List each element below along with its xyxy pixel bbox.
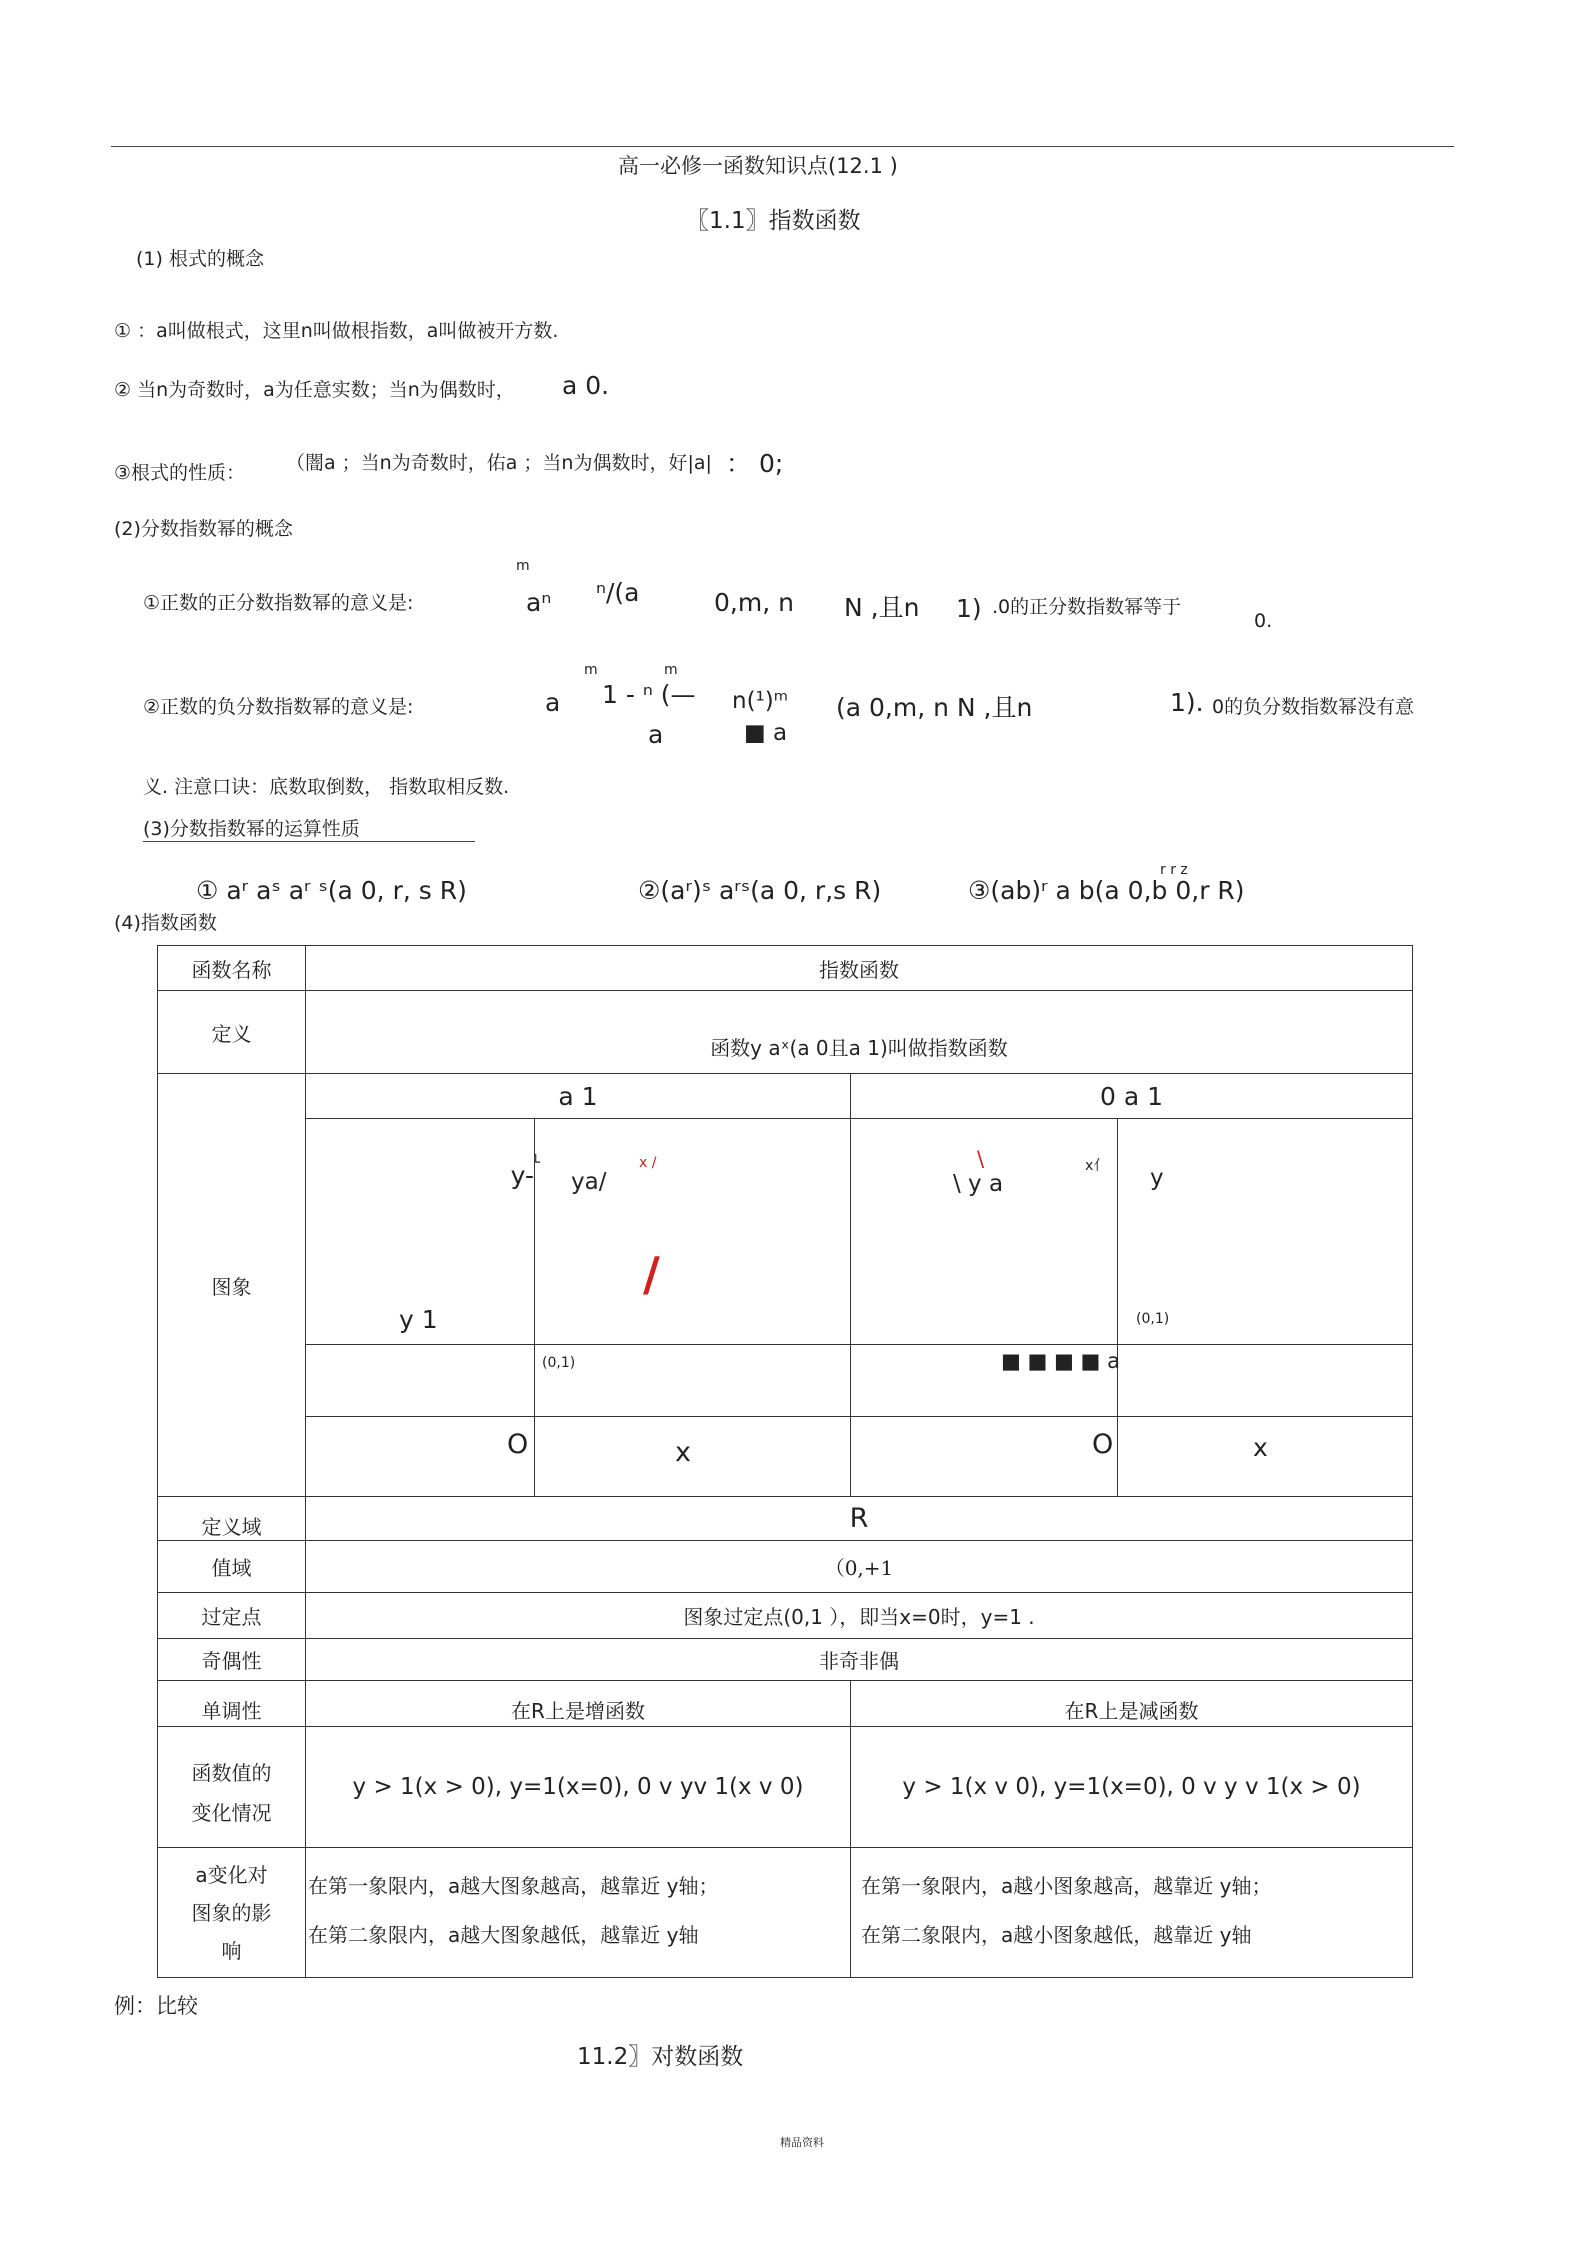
rule3-sup: r r z	[1160, 862, 1188, 878]
graph1-left-upper	[306, 1119, 540, 1345]
table-row	[158, 1119, 1413, 1345]
pos-label: ①正数的正分数指数幂的意义是:	[143, 592, 414, 614]
table-row	[158, 1345, 1413, 1417]
effect-gt1-line-2: 在第二象限内，a越大图象越低，越靠近 y轴	[308, 1923, 699, 1947]
neg-tail-2: 义. 注意口诀：底数取倒数， 指数取相反数.	[143, 776, 510, 798]
graph1-y-label: y-	[510, 1161, 534, 1190]
neg-den2: ■ a	[744, 720, 788, 746]
neg-formula: 1 - ⁿ (—	[602, 680, 696, 709]
section-heading-1-1: 〖1.1〗指数函数	[686, 208, 861, 234]
pos-formula: ⁿ/(a	[596, 578, 640, 607]
neg-a: a	[545, 688, 561, 717]
effect-gt1-line-1: 在第一象限内，a越大图象越高，越靠近 y轴；	[308, 1874, 719, 1898]
pos-cond3: 1)	[956, 594, 982, 623]
table-row	[158, 946, 1413, 991]
neg-m2: m	[664, 662, 678, 678]
heading-exponential-function: (4)指数函数	[114, 912, 217, 934]
table-row	[158, 1593, 1413, 1639]
cell-mono-lt1: 在R上是减函数	[851, 1681, 1413, 1727]
graph2-right-bottom	[1118, 1417, 1413, 1497]
radical-line-2-tail: a 0.	[562, 371, 610, 400]
exponent-rule-3: ③(ab)ʳ a b(a 0,b 0,r R)	[968, 876, 1245, 905]
cell-change-label	[158, 1727, 306, 1848]
graph2-left-middle	[851, 1345, 1118, 1417]
radical-line-2: ② 当n为奇数时，a为任意实数；当n为偶数时，	[114, 379, 515, 401]
table-row	[158, 991, 1413, 1074]
cell-domain-value: R	[306, 1497, 1413, 1541]
cell-effect-label	[158, 1848, 306, 1978]
heading-underline	[143, 841, 475, 842]
table-row	[158, 1848, 1413, 1978]
cell-effect-lt1	[851, 1848, 1413, 1978]
graph1-point-label: (0,1)	[542, 1355, 576, 1371]
graph2-curve-mark: \	[977, 1147, 985, 1171]
graph1-curve-label: ya/	[571, 1169, 607, 1195]
heading-radical-concept: (1) 根式的概念	[136, 248, 264, 270]
graph1-y1-label: y 1	[399, 1305, 438, 1334]
graph1-origin: O	[507, 1429, 529, 1460]
table-row	[158, 1497, 1413, 1541]
neg-m1: m	[584, 662, 598, 678]
graph2-left-upper	[851, 1119, 1118, 1345]
cell-col-a-lt1: 0 a 1	[851, 1074, 1413, 1119]
cell-name-value: 指数函数	[306, 946, 1413, 991]
cell-def-label: 定义	[158, 991, 306, 1074]
effect-label-line-1: a变化对	[195, 1862, 268, 1887]
graph2-right-upper	[1118, 1119, 1413, 1345]
change-label-line-1: 函数值的	[191, 1760, 272, 1785]
top-rule	[111, 146, 1454, 147]
effect-lt1-line-1: 在第一象限内，a越小图象越高，越靠近 y轴；	[861, 1874, 1272, 1898]
table-row	[158, 1727, 1413, 1848]
pos-cond2: N ,且n	[844, 593, 920, 622]
cell-mono-label: 单调性	[158, 1681, 306, 1727]
neg-tail: 0的负分数指数幂没有意	[1212, 696, 1415, 718]
graph2-curve-label: \ y a	[953, 1171, 1004, 1197]
graph1-divider-2	[534, 1417, 535, 1497]
table-row	[158, 1639, 1413, 1681]
cell-change-lt1: y > 1(x v 0), y=1(x=0), 0 v y v 1(x > 0)	[851, 1727, 1413, 1848]
cell-range-label: 值域	[158, 1541, 306, 1593]
cell-effect-gt1	[306, 1848, 851, 1978]
radical-property-label: ③根式的性质：	[114, 462, 246, 484]
cell-parity-label: 奇偶性	[158, 1639, 306, 1681]
neg-label: ②正数的负分数指数幂的意义是:	[143, 696, 414, 718]
section-heading-1-2: 11.2〗对数函数	[577, 2044, 744, 2070]
neg-cond: (a 0,m, n N ,且n	[836, 693, 1033, 722]
cell-def-value: 函数y aˣ(a 0且a 1)叫做指数函数	[306, 991, 1413, 1074]
radical-property-tail: ： 0;	[726, 449, 784, 478]
graph1-bottom	[306, 1417, 851, 1497]
pos-m: m	[516, 558, 530, 574]
graph1-divider	[534, 1345, 535, 1417]
neg-paren: n(¹)ᵐ	[732, 688, 789, 714]
cell-point-value: 图象过定点(0,1 ），即当x=0时，y=1 .	[306, 1593, 1413, 1639]
graph2-point-label: (0,1)	[1136, 1311, 1170, 1327]
cell-mono-gt1: 在R上是增函数	[306, 1681, 851, 1727]
cell-parity-value: 非奇非偶	[306, 1639, 1413, 1681]
effect-lt1-line-2: 在第二象限内，a越小图象越低，越靠近 y轴	[861, 1923, 1252, 1947]
heading-fraction-exponent: (2)分数指数幂的概念	[114, 518, 293, 540]
example-label: 例：比较	[114, 1994, 198, 2018]
graph2-right-middle	[1118, 1345, 1413, 1417]
pos-cond1: 0,m, n	[714, 588, 794, 617]
graph2-dots: ■ ■ ■ ■ a	[1001, 1349, 1120, 1373]
effect-label-line-2: 图象的影	[191, 1900, 272, 1925]
effect-label-line-3: 响	[221, 1938, 242, 1963]
exponent-rule-1: ① aʳ aˢ aʳ ˢ(a 0, r, s R)	[196, 876, 467, 905]
graph2-x-label: x亻	[1085, 1158, 1108, 1174]
change-label-line-2: 变化情况	[191, 1800, 272, 1825]
table-row	[158, 1074, 1413, 1119]
graph1-middle	[306, 1345, 851, 1417]
graph1-right-upper	[535, 1119, 851, 1345]
cell-domain-label: 定义域	[158, 1497, 306, 1541]
cell-change-gt1: y > 1(x > 0), y=1(x=0), 0 v yv 1(x v 0)	[306, 1727, 851, 1848]
radical-property-body: （闇a ；当n为奇数时，佑a ；当n为偶数时，好|a|	[286, 452, 712, 474]
cell-graph-label: 图象	[158, 1074, 306, 1497]
table-row	[158, 1681, 1413, 1727]
pos-zero: 0.	[1254, 610, 1273, 632]
table-row	[158, 1417, 1413, 1497]
neg-den1: a	[648, 720, 664, 749]
graph1-x-axis-label: x	[675, 1437, 691, 1468]
exponent-rule-2: ②(aʳ)ˢ aʳˢ(a 0, r,s R)	[638, 876, 882, 905]
neg-cond3: 1).	[1170, 688, 1204, 717]
graph2-y-label: y	[1150, 1165, 1164, 1191]
cell-range-value: （0,+1	[306, 1541, 1413, 1593]
heading-exponent-rules: (3)分数指数幂的运算性质	[143, 818, 360, 840]
page-footer-mark: 精品资料	[780, 2136, 824, 2149]
radical-line-1: ① ：a叫做根式，这里n叫做根指数，a叫做被开方数.	[114, 320, 559, 342]
pos-tail: .0的正分数指数幂等于	[992, 596, 1182, 618]
graph2-left-bottom	[851, 1417, 1118, 1497]
graph2-origin: O	[1092, 1429, 1114, 1460]
exponential-function-table	[157, 945, 1413, 1978]
cell-name-label: 函数名称	[158, 946, 306, 991]
graph1-x-label: x /	[639, 1155, 657, 1171]
graph2-x-axis-label: x	[1253, 1433, 1268, 1462]
pos-a: aⁿ	[526, 588, 552, 617]
table-row	[158, 1541, 1413, 1593]
cell-point-label: 过定点	[158, 1593, 306, 1639]
graph1-axis-tick: └	[531, 1155, 540, 1171]
page-title: 高一必修一函数知识点(12.1 )	[618, 154, 898, 178]
cell-col-a-gt1: a 1	[306, 1074, 851, 1119]
graph1-curve-mark: /	[643, 1247, 660, 1301]
